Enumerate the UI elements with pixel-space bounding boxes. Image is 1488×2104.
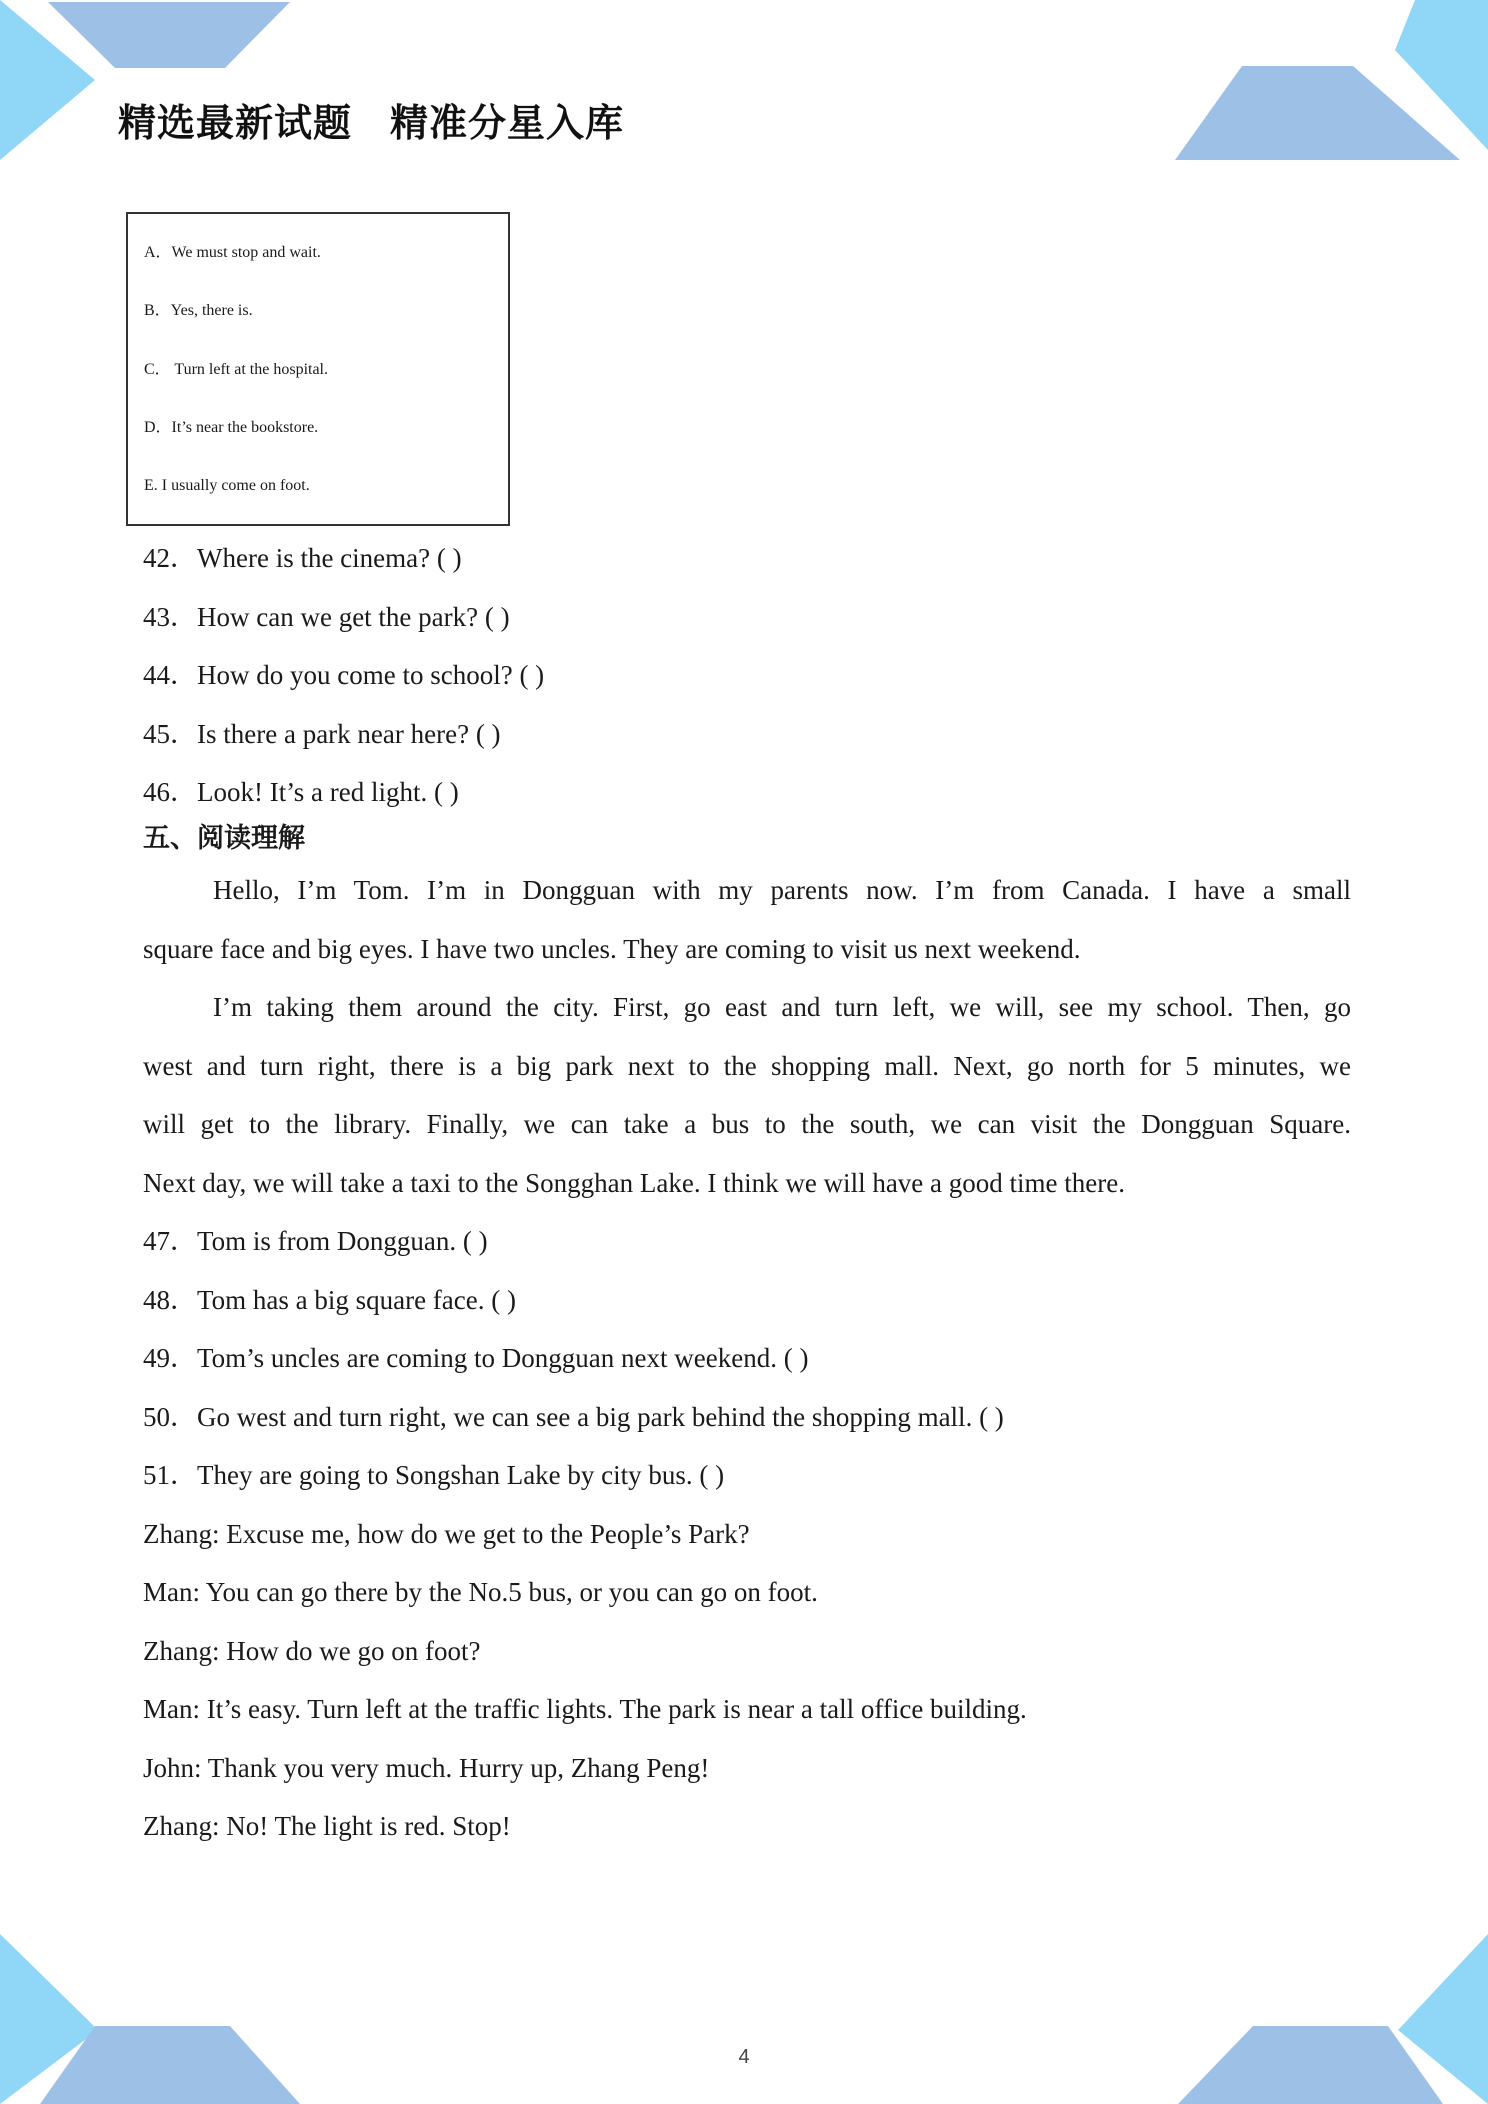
answer-options-box [126, 212, 510, 526]
dialogue-line-2: Man: You can go there by the No.5 bus, or you can go on foot. [143, 1577, 818, 1607]
question-47: 47．Tom is from Dongguan. ( ) [143, 1226, 488, 1256]
question-43: 43．How can we get the park? ( ) [143, 602, 510, 632]
dialogue-line-1: Zhang: Excuse me, how do we get to the People’s Park? [143, 1519, 750, 1549]
option-d: D．It’s near the bookstore. [144, 419, 319, 436]
page-header-title [118, 92, 624, 147]
option-e: E. I usually come on foot. [144, 477, 310, 494]
header-title-left: 精选最新试题 [118, 101, 353, 145]
passage-line-4: west and turn right, there is a big park next to the shopping mall. Next, go north for 5 minutes, we [143, 1051, 1351, 1081]
option-c: C． Turn left at the hospital. [144, 361, 329, 378]
passage-line-6: Next day, we will take a taxi to the Songghan Lake. I think we will have a good time there. [143, 1168, 1125, 1198]
question-49: 49．Tom’s uncles are coming to Dongguan next weekend. ( ) [143, 1343, 809, 1373]
passage-line-2: square face and big eyes. I have two uncles. They are coming to visit us next weekend. [143, 934, 1081, 964]
passage-line-5: will get to the library. Finally, we can take a bus to the south, we can visit the Dongguan Square. [143, 1109, 1351, 1139]
question-48: 48．Tom has a big square face. ( ) [143, 1285, 516, 1315]
dialogue-line-3: Zhang: How do we go on foot? [143, 1636, 481, 1666]
dialogue-line-6: Zhang: No! The light is red. Stop! [143, 1811, 511, 1841]
question-46: 46．Look! It’s a red light. ( ) [143, 777, 459, 807]
option-a: A．We must stop and wait. [144, 244, 321, 261]
option-b: B．Yes, there is. [144, 302, 253, 319]
page-number: 4 [738, 2046, 750, 2068]
passage-line-3: I’m taking them around the city. First, go east and turn left, we will, see my school. Then, go [213, 992, 1351, 1022]
corner-decoration-bottom-right [1178, 1930, 1488, 2104]
dialogue-line-4: Man: It’s easy. Turn left at the traffic lights. The park is near a tall office building. [143, 1694, 1027, 1724]
question-50: 50．Go west and turn right, we can see a big park behind the shopping mall. ( ) [143, 1402, 1004, 1432]
corner-decoration-top-right [1170, 0, 1488, 170]
section-heading-reading: 五、阅读理解 [143, 823, 305, 854]
question-45: 45．Is there a park near here? ( ) [143, 719, 501, 749]
header-title-right: 精准分星入库 [390, 101, 625, 145]
question-51: 51．They are going to Songshan Lake by city bus. ( ) [143, 1460, 725, 1490]
dialogue-line-5: John: Thank you very much. Hurry up, Zhang Peng! [143, 1753, 710, 1783]
question-42: 42．Where is the cinema? ( ) [143, 543, 462, 573]
question-44: 44．How do you come to school? ( ) [143, 660, 545, 690]
corner-decoration-bottom-left [0, 1930, 310, 2104]
passage-line-1: Hello, I’m Tom. I’m in Dongguan with my parents now. I’m from Canada. I have a small [213, 875, 1351, 905]
